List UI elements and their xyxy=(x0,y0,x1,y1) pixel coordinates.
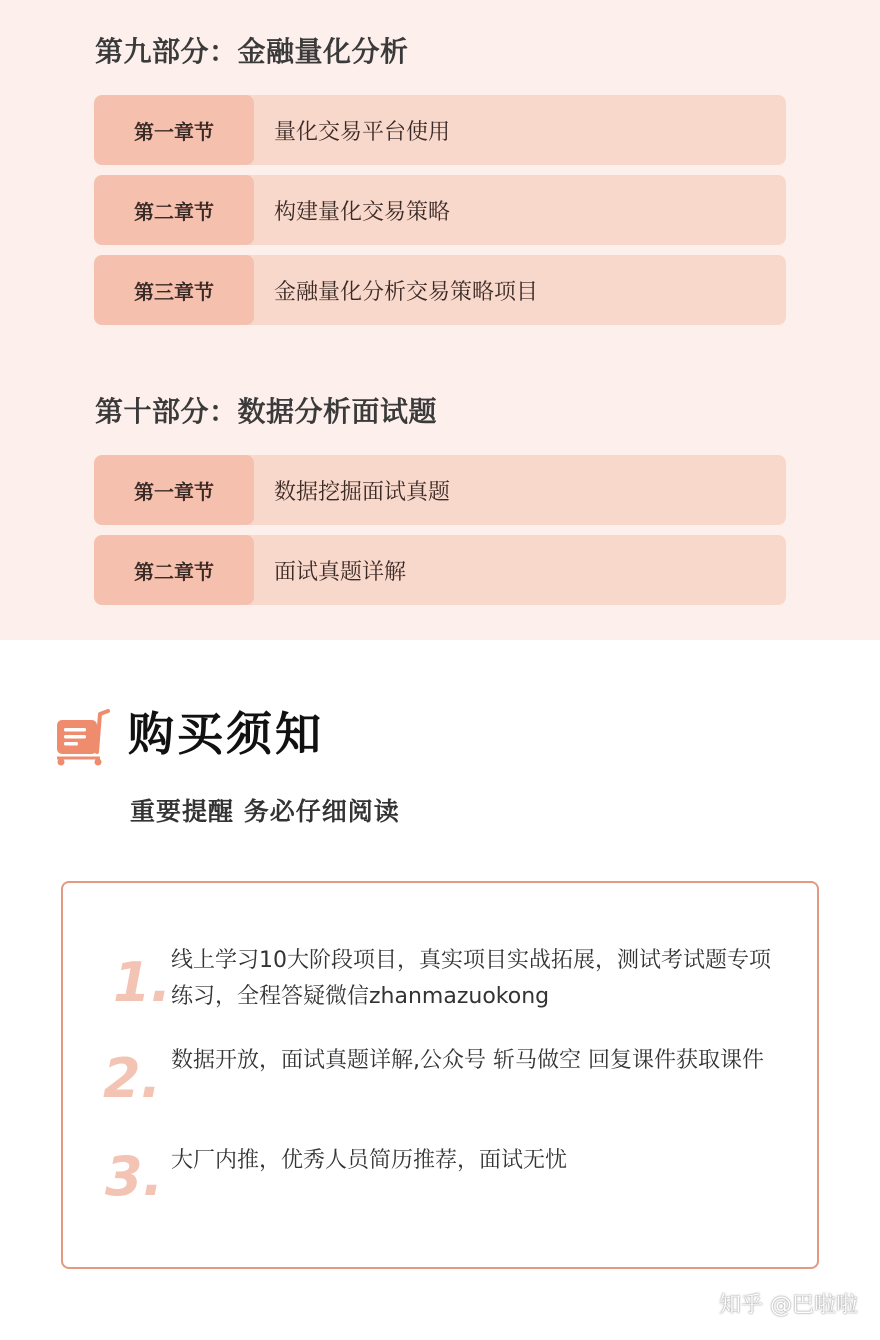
notice-text: 大厂内推，优秀人员简历推荐，面试无忧 xyxy=(171,1148,568,1173)
notice-title: 购买须知 xyxy=(128,707,324,761)
chapter-label: 第一章节 xyxy=(94,95,254,165)
chapter-label: 第二章节 xyxy=(94,175,254,245)
chapter-text: 面试真题详解 xyxy=(274,559,407,585)
part-9-chapter-2 xyxy=(94,175,786,245)
chapter-label: 第二章节 xyxy=(94,535,254,605)
part-9-chapter-1 xyxy=(94,95,786,165)
chapter-text: 金融量化分析交易策略项目 xyxy=(274,279,539,305)
watermark: 知乎 @巴啦啦 xyxy=(719,1293,858,1318)
notice-number: 3. xyxy=(105,1145,164,1208)
chapter-text: 构建量化交易策略 xyxy=(274,199,451,225)
cart-icon xyxy=(54,708,110,766)
course-outline-section xyxy=(0,0,880,640)
notice-text: 线上学习10大阶段项目，真实项目实战拓展，测试考试题专项练习，全程答疑微信zhanmazuokong xyxy=(171,948,771,1009)
chapter-label: 第三章节 xyxy=(94,255,254,325)
notice-box xyxy=(61,881,819,1269)
chapter-label: 第一章节 xyxy=(94,455,254,525)
part-9-chapter-3 xyxy=(94,255,786,325)
notice-number: 1. xyxy=(113,951,172,1014)
notice-number: 2. xyxy=(103,1047,162,1110)
notice-text: 数据开放，面试真题详解,公众号 斩马做空 回复课件获取课件 xyxy=(171,1048,764,1073)
notice-subtitle: 重要提醒 务必仔细阅读 xyxy=(130,797,400,826)
chapter-text: 量化交易平台使用 xyxy=(274,119,451,145)
part-10-chapter-1 xyxy=(94,455,786,525)
part-10-title: 第十部分：数据分析面试题 xyxy=(95,395,438,428)
part-9-title: 第九部分：金融量化分析 xyxy=(95,35,409,68)
chapter-text: 数据挖掘面试真题 xyxy=(274,479,451,505)
part-10-chapter-2 xyxy=(94,535,786,605)
